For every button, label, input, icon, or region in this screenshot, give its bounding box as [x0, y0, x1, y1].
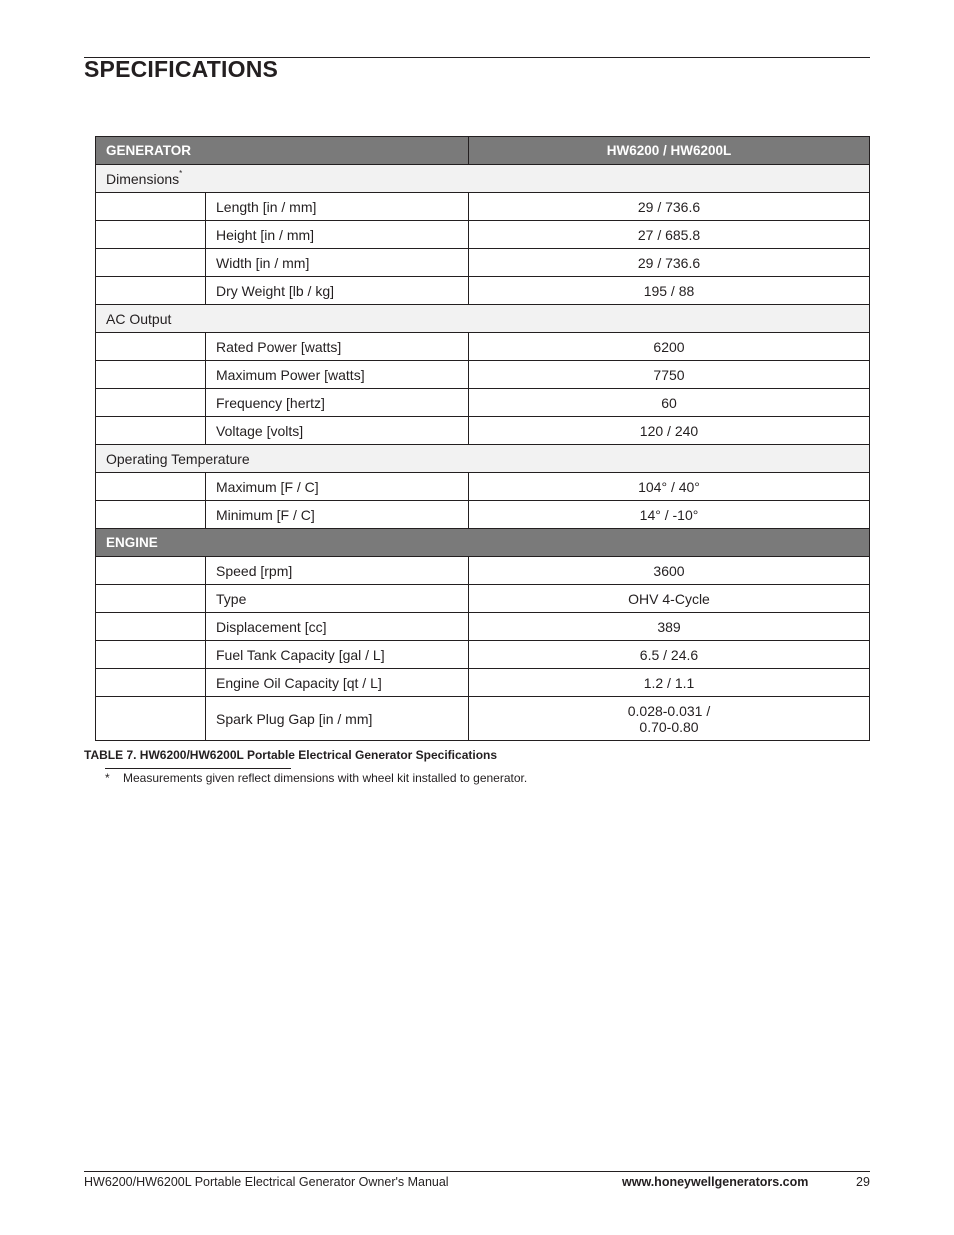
table-row: [96, 641, 870, 669]
row-label: Frequency [hertz]: [206, 389, 469, 417]
footnote: [105, 771, 527, 785]
section-label: Dimensions: [106, 170, 180, 187]
specifications-table: [95, 136, 870, 741]
row-label: Speed [rpm]: [206, 557, 469, 585]
row-value: 6200: [469, 333, 870, 361]
row-label: Type: [206, 585, 469, 613]
table-row: [96, 557, 870, 585]
table-row: [96, 277, 870, 305]
row-label: Fuel Tank Capacity [gal / L]: [206, 641, 469, 669]
table-row: [96, 501, 870, 529]
row-value: 195 / 88: [469, 277, 870, 305]
table-row: [96, 389, 870, 417]
row-value: 27 / 685.8: [469, 221, 870, 249]
table-row: [96, 361, 870, 389]
row-label: Spark Plug Gap [in / mm]: [206, 697, 469, 741]
row-value: 7750: [469, 361, 870, 389]
row-value: 14° / -10°: [469, 501, 870, 529]
row-value-line: 0.70-0.80: [639, 718, 699, 735]
table-row: [96, 221, 870, 249]
row-label: Dry Weight [lb / kg]: [206, 277, 469, 305]
table-row: [96, 669, 870, 697]
row-value: 104° / 40°: [469, 473, 870, 501]
header-model: HW6200 / HW6200L: [469, 137, 870, 165]
row-label: Length [in / mm]: [206, 193, 469, 221]
row-value: 29 / 736.6: [469, 249, 870, 277]
row-value: 120 / 240: [469, 417, 870, 445]
table-row: [96, 333, 870, 361]
section-operating-temperature: [96, 445, 870, 473]
page-number: 29: [856, 1175, 870, 1189]
row-value-line: 0.028-0.031 /: [627, 702, 711, 719]
row-label: Voltage [volts]: [206, 417, 469, 445]
section-ac-output: [96, 305, 870, 333]
row-value: 60: [469, 389, 870, 417]
table-row: [96, 473, 870, 501]
footer-manual-title: HW6200/HW6200L Portable Electrical Generator Owner's Manual: [84, 1175, 449, 1189]
table-row: [96, 585, 870, 613]
row-value: 29 / 736.6: [469, 193, 870, 221]
table-row: [96, 417, 870, 445]
section-label: ENGINE: [96, 529, 870, 557]
section-dimensions: [96, 165, 870, 193]
table-row: [96, 193, 870, 221]
section-label: Operating Temperature: [96, 445, 870, 473]
row-label: Rated Power [watts]: [206, 333, 469, 361]
footnote-marker: *: [179, 168, 183, 178]
bottom-rule: [84, 1171, 870, 1172]
footnote-text: Measurements given reflect dimensions with wheel kit installed to generator.: [123, 771, 528, 785]
row-label: Engine Oil Capacity [qt / L]: [206, 669, 469, 697]
row-value: 1.2 / 1.1: [469, 669, 870, 697]
row-label: Maximum Power [watts]: [206, 361, 469, 389]
row-value: [469, 697, 870, 741]
table-row: [96, 249, 870, 277]
row-label: Minimum [F / C]: [206, 501, 469, 529]
table-caption: TABLE 7. HW6200/HW6200L Portable Electrical Generator Specifications: [84, 748, 498, 762]
section-label: AC Output: [96, 305, 870, 333]
row-label: Width [in / mm]: [206, 249, 469, 277]
footnote-rule: [105, 768, 291, 769]
row-value: 3600: [469, 557, 870, 585]
row-label: Displacement [cc]: [206, 613, 469, 641]
row-label: Maximum [F / C]: [206, 473, 469, 501]
row-value: OHV 4-Cycle: [469, 585, 870, 613]
section-engine: [96, 529, 870, 557]
header-generator: GENERATOR: [96, 137, 469, 165]
row-value: 389: [469, 613, 870, 641]
table-row: [96, 697, 870, 741]
footnote-mark: *: [105, 771, 110, 785]
table-header-row: [96, 137, 870, 165]
table-row: [96, 613, 870, 641]
page-title: SPECIFICATIONS: [84, 56, 279, 82]
row-label: Height [in / mm]: [206, 221, 469, 249]
footer-url[interactable]: www.honeywellgenerators.com: [622, 1175, 809, 1189]
row-value: 6.5 / 24.6: [469, 641, 870, 669]
